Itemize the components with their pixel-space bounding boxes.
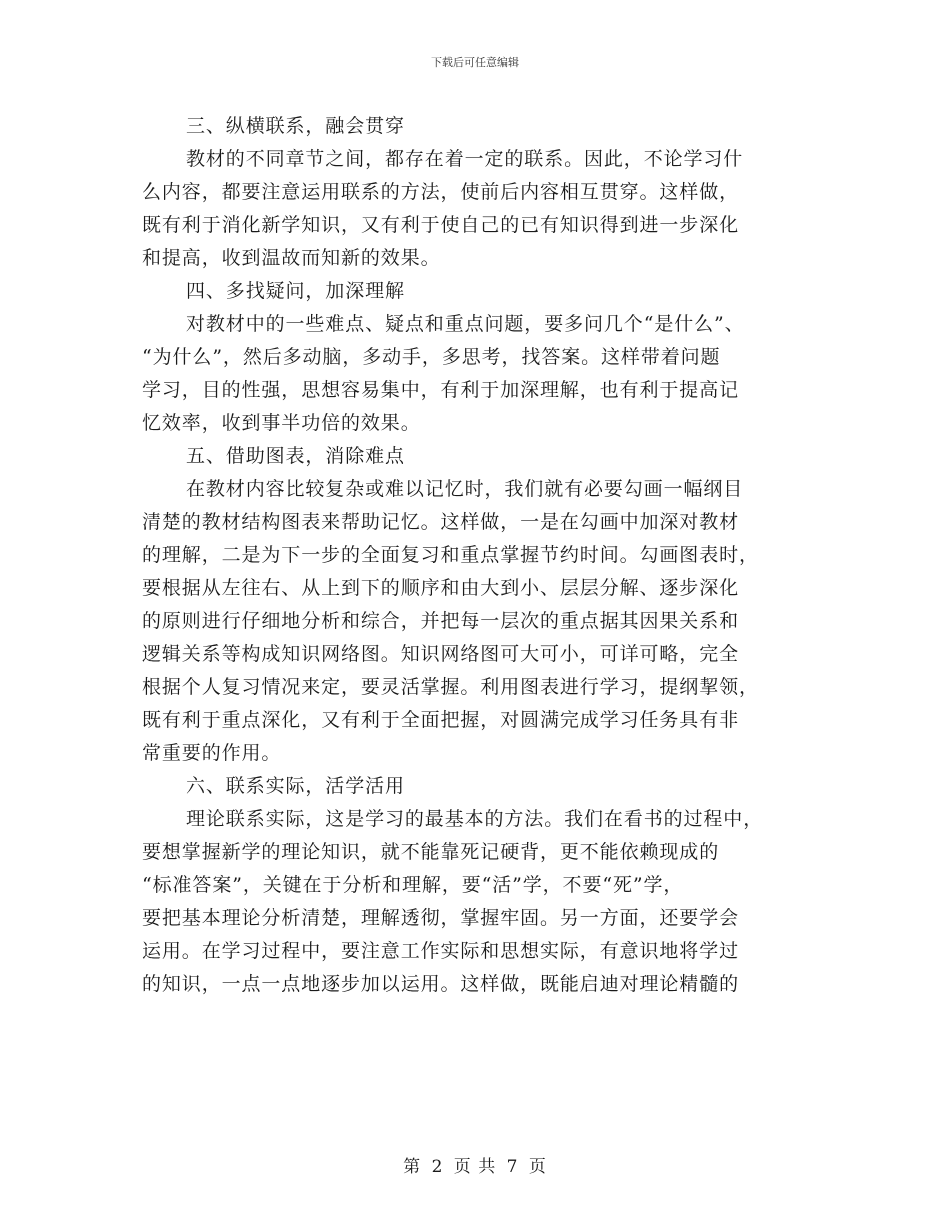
footer-middle: 页 共 <box>453 1157 497 1177</box>
paragraph-line: 的知识，一点一点地逐步加以运用。这样做，既能启迪对理论精髓的 <box>142 973 740 995</box>
paragraph-line: 的原则进行仔细地分析和综合，并把每一层次的重点据其因果关系和 <box>142 610 740 632</box>
paragraph-line: 要根据从左往右、从上到下的顺序和由大到小、层层分解、逐步深化 <box>142 577 740 599</box>
paragraph-line: 逻辑关系等构成知识网络图。知识网络图可大可小，可详可略，完全 <box>142 643 740 665</box>
paragraph-line: 教材的不同章节之间，都存在着一定的联系。因此，不论学习什 <box>186 148 744 170</box>
paragraph-line: 么内容，都要注意运用联系的方法，使前后内容相互贯穿。这样做， <box>142 181 740 203</box>
footer-total-pages: 7 <box>506 1157 519 1177</box>
paragraph-line: 忆效率，收到事半功倍的效果。 <box>142 412 421 434</box>
footer-current-page: 2 <box>431 1157 444 1177</box>
paragraph-line: 清楚的教材结构图表来帮助记忆。这样做，一是在勾画中加深对教材 <box>142 511 740 533</box>
paragraph-line: 要把基本理论分析清楚，理解透彻，掌握牢固。另一方面，还要学会 <box>142 907 740 929</box>
paragraph-line: 运用。在学习过程中，要注意工作实际和思想实际，有意识地将学过 <box>142 940 740 962</box>
paragraph-line: 理论联系实际，这是学习的最基本的方法。我们在看书的过程中， <box>186 808 764 830</box>
paragraph-line: 既有利于消化新学知识，又有利于使自己的已有知识得到进一步深化 <box>142 214 740 236</box>
paragraph-line: 的理解，二是为下一步的全面复习和重点掌握节约时间。勾画图表时， <box>142 544 759 566</box>
paragraph-line: 学习，目的性强，思想容易集中，有利于加深理解，也有利于提高记 <box>142 379 740 401</box>
footer-suffix: 页 <box>528 1157 547 1177</box>
section-heading: 六、联系实际，活学活用 <box>186 775 405 797</box>
header-note: 下载后可任意编辑 <box>431 56 519 69</box>
paragraph-line: 和提高，收到温故而知新的效果。 <box>142 247 441 269</box>
document-body <box>142 110 808 1001</box>
paragraph-line: “为什么”，然后多动脑，多动手，多思考，找答案。这样带着问题 <box>142 346 721 368</box>
paragraph-line: “标准答案”，关键在于分析和理解，要“活”学，不要“死”学， <box>142 874 684 896</box>
paragraph-line: 常重要的作用。 <box>142 742 282 764</box>
paragraph-line: 对教材中的一些难点、疑点和重点问题，要多问几个“是什么”、 <box>186 313 745 335</box>
section-heading: 四、多找疑问，加深理解 <box>186 280 405 302</box>
paragraph-line: 根据个人复习情况来定，要灵活掌握。利用图表进行学习，提纲挈领， <box>142 676 759 698</box>
footer-prefix: 第 <box>403 1157 422 1177</box>
page-footer <box>0 1152 950 1177</box>
paragraph-line: 在教材内容比较复杂或难以记忆时，我们就有必要勾画一幅纲目 <box>186 478 744 500</box>
section-heading: 三、纵横联系，融会贯穿 <box>186 115 405 137</box>
section-heading: 五、借助图表，消除难点 <box>186 445 405 467</box>
paragraph-line: 既有利于重点深化，又有利于全面把握，对圆满完成学习任务具有非 <box>142 709 740 731</box>
paragraph-line: 要想掌握新学的理论知识，就不能靠死记硬背，更不能依赖现成的 <box>142 841 720 863</box>
